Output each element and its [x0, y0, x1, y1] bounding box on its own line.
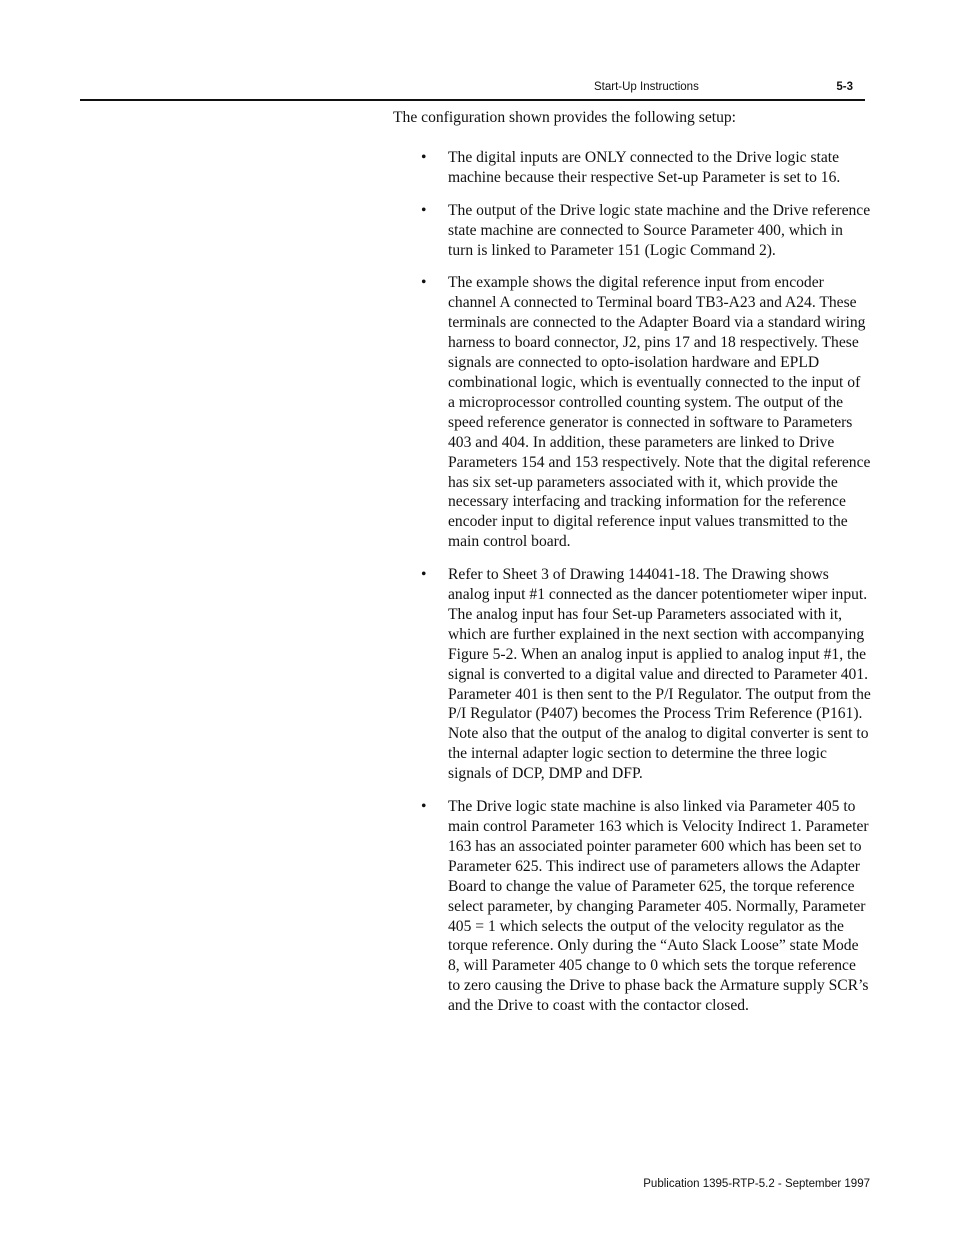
bullet-text: The Drive logic state machine is also linked via Parameter 405 to main control Parameter 163 which is Velocity Indirect 1. Parameter 163 has an associated pointer parameter 600 which has been set to Parameter 625. This indirect use of parameters allows the Adapter Board to change the value of Parameter 625, the torque reference select parameter, by changing Parameter 405. Normally, Parameter 405 = 1 which selects the output of the velocity regulator as the torque reference. Only during the “Auto Slack Loose” state Mode 8, will Parameter 405 change to 0 which sets the torque reference to zero causing the Drive to phase back the Armature supply SCR’s and the Drive to coast with the contactor closed. [448, 798, 869, 1015]
bullet-item [393, 273, 871, 552]
bullet-icon: • [421, 201, 427, 219]
bullet-text: The example shows the digital reference input from encoder channel A connected to Terminal board TB3-A23 and A24. These terminals are connected to the Adapter Board via a standard wiring harness to board connector, J2, pins 17 and 18 respectively. These signals are connected to opto-isolation hardware and EPLD combinational logic, which is eventually connected to the input of a microprocessor controlled counting system. The output of the speed reference generator is connected in software to Parameters 403 and 404. In addition, these parameters are linked to Drive Parameters 154 and 153 respectively. Note that the digital reference has six set-up parameters associated with it, which provide the necessary interfacing and tracking information for the reference encoder input to digital reference input values transmitted to the main control board. [448, 274, 871, 551]
bullet-item [393, 201, 871, 261]
bullet-text: Refer to Sheet 3 of Drawing 144041-18. The Drawing shows analog input #1 connected as the dancer potentiometer wiper input. The analog input has four Set-up Parameters associated with it, which are further explained in the next section with accompanying Figure 5-2. When an analog input is applied to analog input #1, the signal is converted to a digital value and directed to Parameter 401. Parameter 401 is then sent to the P/I Regulator. The output from the P/I Regulator (P407) becomes the Process Trim Reference (P161). Note also that the output of the analog to digital converter is sent to the internal adapter logic section to determine the three logic signals of DCP, DMP and DFP. [448, 566, 871, 783]
bullet-icon: • [421, 148, 427, 166]
bullet-item [393, 148, 871, 188]
bullet-icon: • [421, 566, 427, 584]
bullet-text: The digital inputs are ONLY connected to the Drive logic state machine because their respective Set-up Parameter is set to 16. [448, 148, 841, 186]
body-content [393, 108, 871, 1029]
page-header [80, 80, 865, 101]
section-title: Start-Up Instructions [594, 81, 699, 93]
page-number: 5-3 [836, 81, 853, 93]
setup-bullet-list [393, 148, 871, 1016]
bullet-icon: • [421, 798, 427, 816]
intro-paragraph: The configuration shown provides the following setup: [393, 109, 737, 126]
bullet-item [393, 565, 871, 784]
bullet-item [393, 797, 871, 1016]
bullet-text: The output of the Drive logic state machine and the Drive reference state machine are connected to Source Parameter 400, which in turn is linked to Parameter 151 (Logic Command 2). [448, 201, 871, 259]
publication-footer: Publication 1395-RTP-5.2 - September 1997 [643, 1178, 870, 1190]
bullet-icon: • [421, 274, 427, 292]
